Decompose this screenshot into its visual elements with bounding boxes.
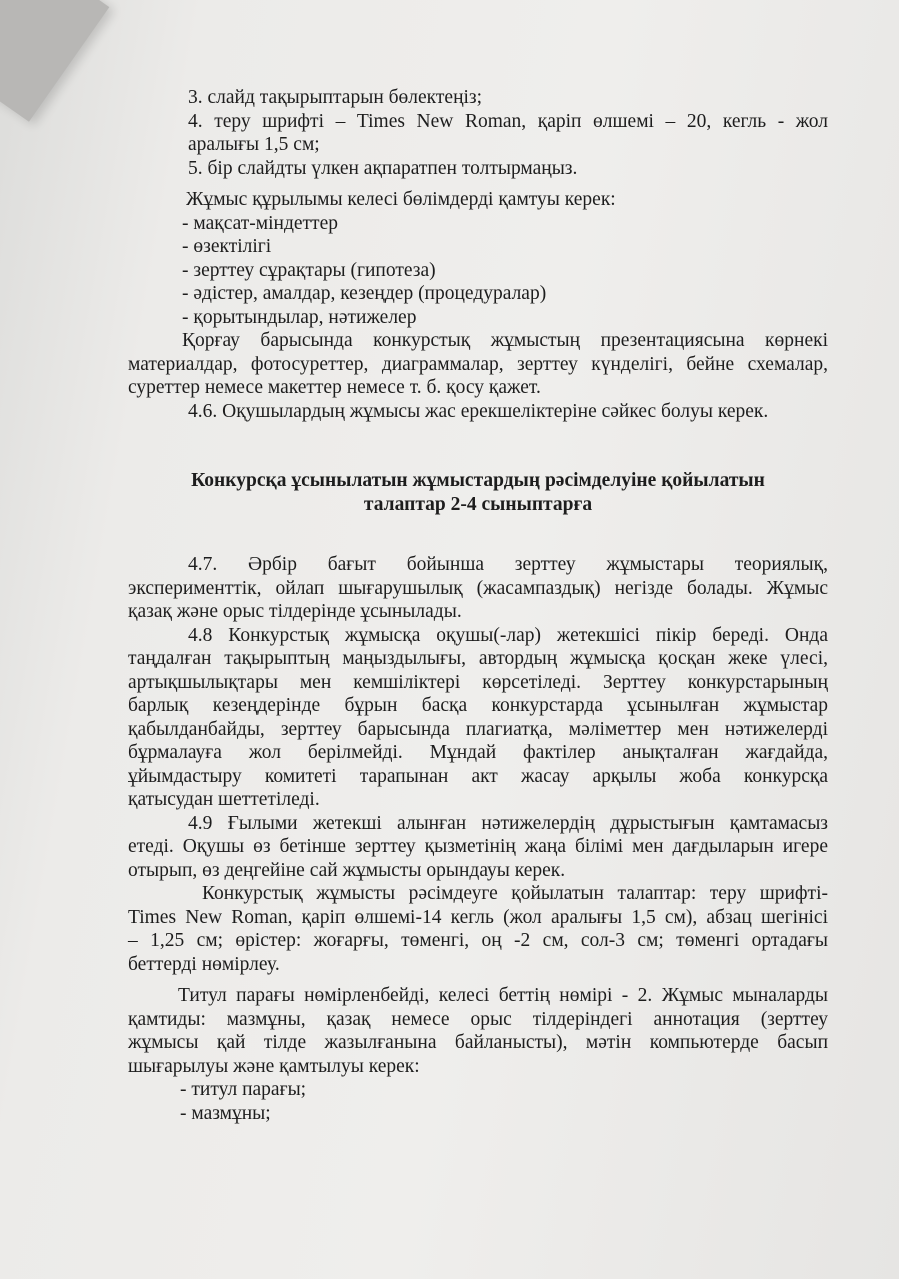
text-line: барлық кезеңдерінде бұрын басқа конкурстарда ұсынылған жұмыстар [128, 695, 828, 716]
section-heading: талаптар 2-4 сыныптарға [363, 494, 593, 515]
text-line: 5. бір слайдты үлкен ақпаратпен толтырмаңыз. [188, 157, 578, 179]
text-line: эксперименттік, ойлап шығарушылық (жасампаздық) негізде болады. Жұмыс [128, 577, 828, 599]
text-line: артықшылықтары мен кемшіліктері көрсетіледі. Зерттеу конкурстарының [128, 671, 828, 693]
list-item: - титул парағы; [180, 1079, 307, 1100]
text-line: жұмысы қай тілде жазылғанына байланысты), мәтін компьютерде басып [128, 1032, 828, 1053]
text-line: қамтиды: мазмұны, қазақ немесе орыс тілдеріндегі аннотация (зерттеу [128, 1008, 828, 1030]
text-line: – 1,25 см; өрістер: жоғарғы, төменгі, оң -2 см, сол-3 см; төменгі ортадағы [128, 930, 828, 951]
text-line: 4.6. Оқушылардың жұмысы жас ерекшеліктеріне сәйкес болуы керек. [188, 400, 769, 422]
list-item: - қорытындылар, нәтижелер [182, 306, 417, 328]
text-line: қабылданбайды, зерттеу барысында плагиатқа, мәліметтер мен нәтижелерді [128, 718, 828, 740]
list-item: - мақсат-міндеттер [182, 212, 338, 234]
list-item: - зерттеу сұрақтары (гипотеза) [182, 259, 436, 281]
text-line: 4.9 Ғылыми жетекші алынған нәтижелердің дұрыстығын қамтамасыз [188, 812, 828, 834]
section-heading: Конкурсқа ұсынылатын жұмыстардың рәсімделуіне қойылатын [191, 470, 765, 491]
folded-page-corner [0, 0, 109, 122]
text-line: қазақ және орыс тілдерінде ұсынылады. [128, 601, 462, 622]
text-line: 3. слайд тақырыптарын бөлектеңіз; [188, 87, 483, 108]
text-line: таңдалған тақырыптың маңыздылығы, автордың жұмысқа қосқан жеке үлесі, [128, 648, 828, 669]
list-item: - мазмұны; [180, 1102, 271, 1124]
text-line: Times New Roman, қаріп өлшемі-14 кегль (жол аралығы 1,5 см), абзац шегінісі [128, 906, 828, 928]
text-line: Қорғау барысында конкурстық жұмыстың презентациясына көрнекі [182, 330, 828, 351]
text-line: отырып, өз деңгейіне сай жұмысты орындауы керек. [128, 859, 566, 881]
document-body [128, 86, 828, 1125]
list-item: - өзектілігі [182, 236, 272, 257]
text-line: бұрмалауға жол берілмейді. Мұндай фактілер анықталған жағдайда, [128, 742, 828, 763]
list-item: - әдістер, амалдар, кезеңдер (процедуралар) [182, 283, 547, 304]
text-line: қатысудан шеттетіледі. [128, 789, 320, 810]
text-line: беттерді нөмірлеу. [128, 953, 280, 975]
text-line: аралығы 1,5 см; [188, 134, 320, 155]
text-line: етеді. Оқушы өз бетінше зерттеу қызметінің жаңа білімі мен дағдыларын игере [128, 836, 828, 857]
text-line: 4. теру шрифті – Times New Roman, қаріп өлшемі – 20, кегль - жол [188, 110, 828, 132]
text-line: суреттер немесе макеттер немесе т. б. қосу қажет. [128, 377, 541, 398]
text-line: 4.8 Конкурстық жұмысқа оқушы(-лар) жетекшісі пікір береді. Онда [188, 624, 828, 646]
text-line: материалдар, фотосуреттер, диаграммалар, зерттеу күнделігі, бейне схемалар, [128, 353, 828, 375]
text-line: Жұмыс құрылымы келесі бөлімдерді қамтуы керек: [186, 189, 616, 210]
text-line: Титул парағы нөмірленбейді, келесі беттің нөмірі - 2. Жұмыс мыналарды [178, 985, 828, 1006]
text-line: Конкурстық жұмысты рәсімдеуге қойылатын талаптар: теру шрифті- [202, 883, 828, 904]
text-line: шығарылуы және қамтылуы керек: [128, 1055, 420, 1077]
text-line: ұйымдастыру комитеті тарапынан акт жасау арқылы жоба конкурсқа [128, 765, 828, 787]
text-line: 4.7. Әрбір бағыт бойынша зерттеу жұмыстары теориялық, [188, 554, 828, 575]
